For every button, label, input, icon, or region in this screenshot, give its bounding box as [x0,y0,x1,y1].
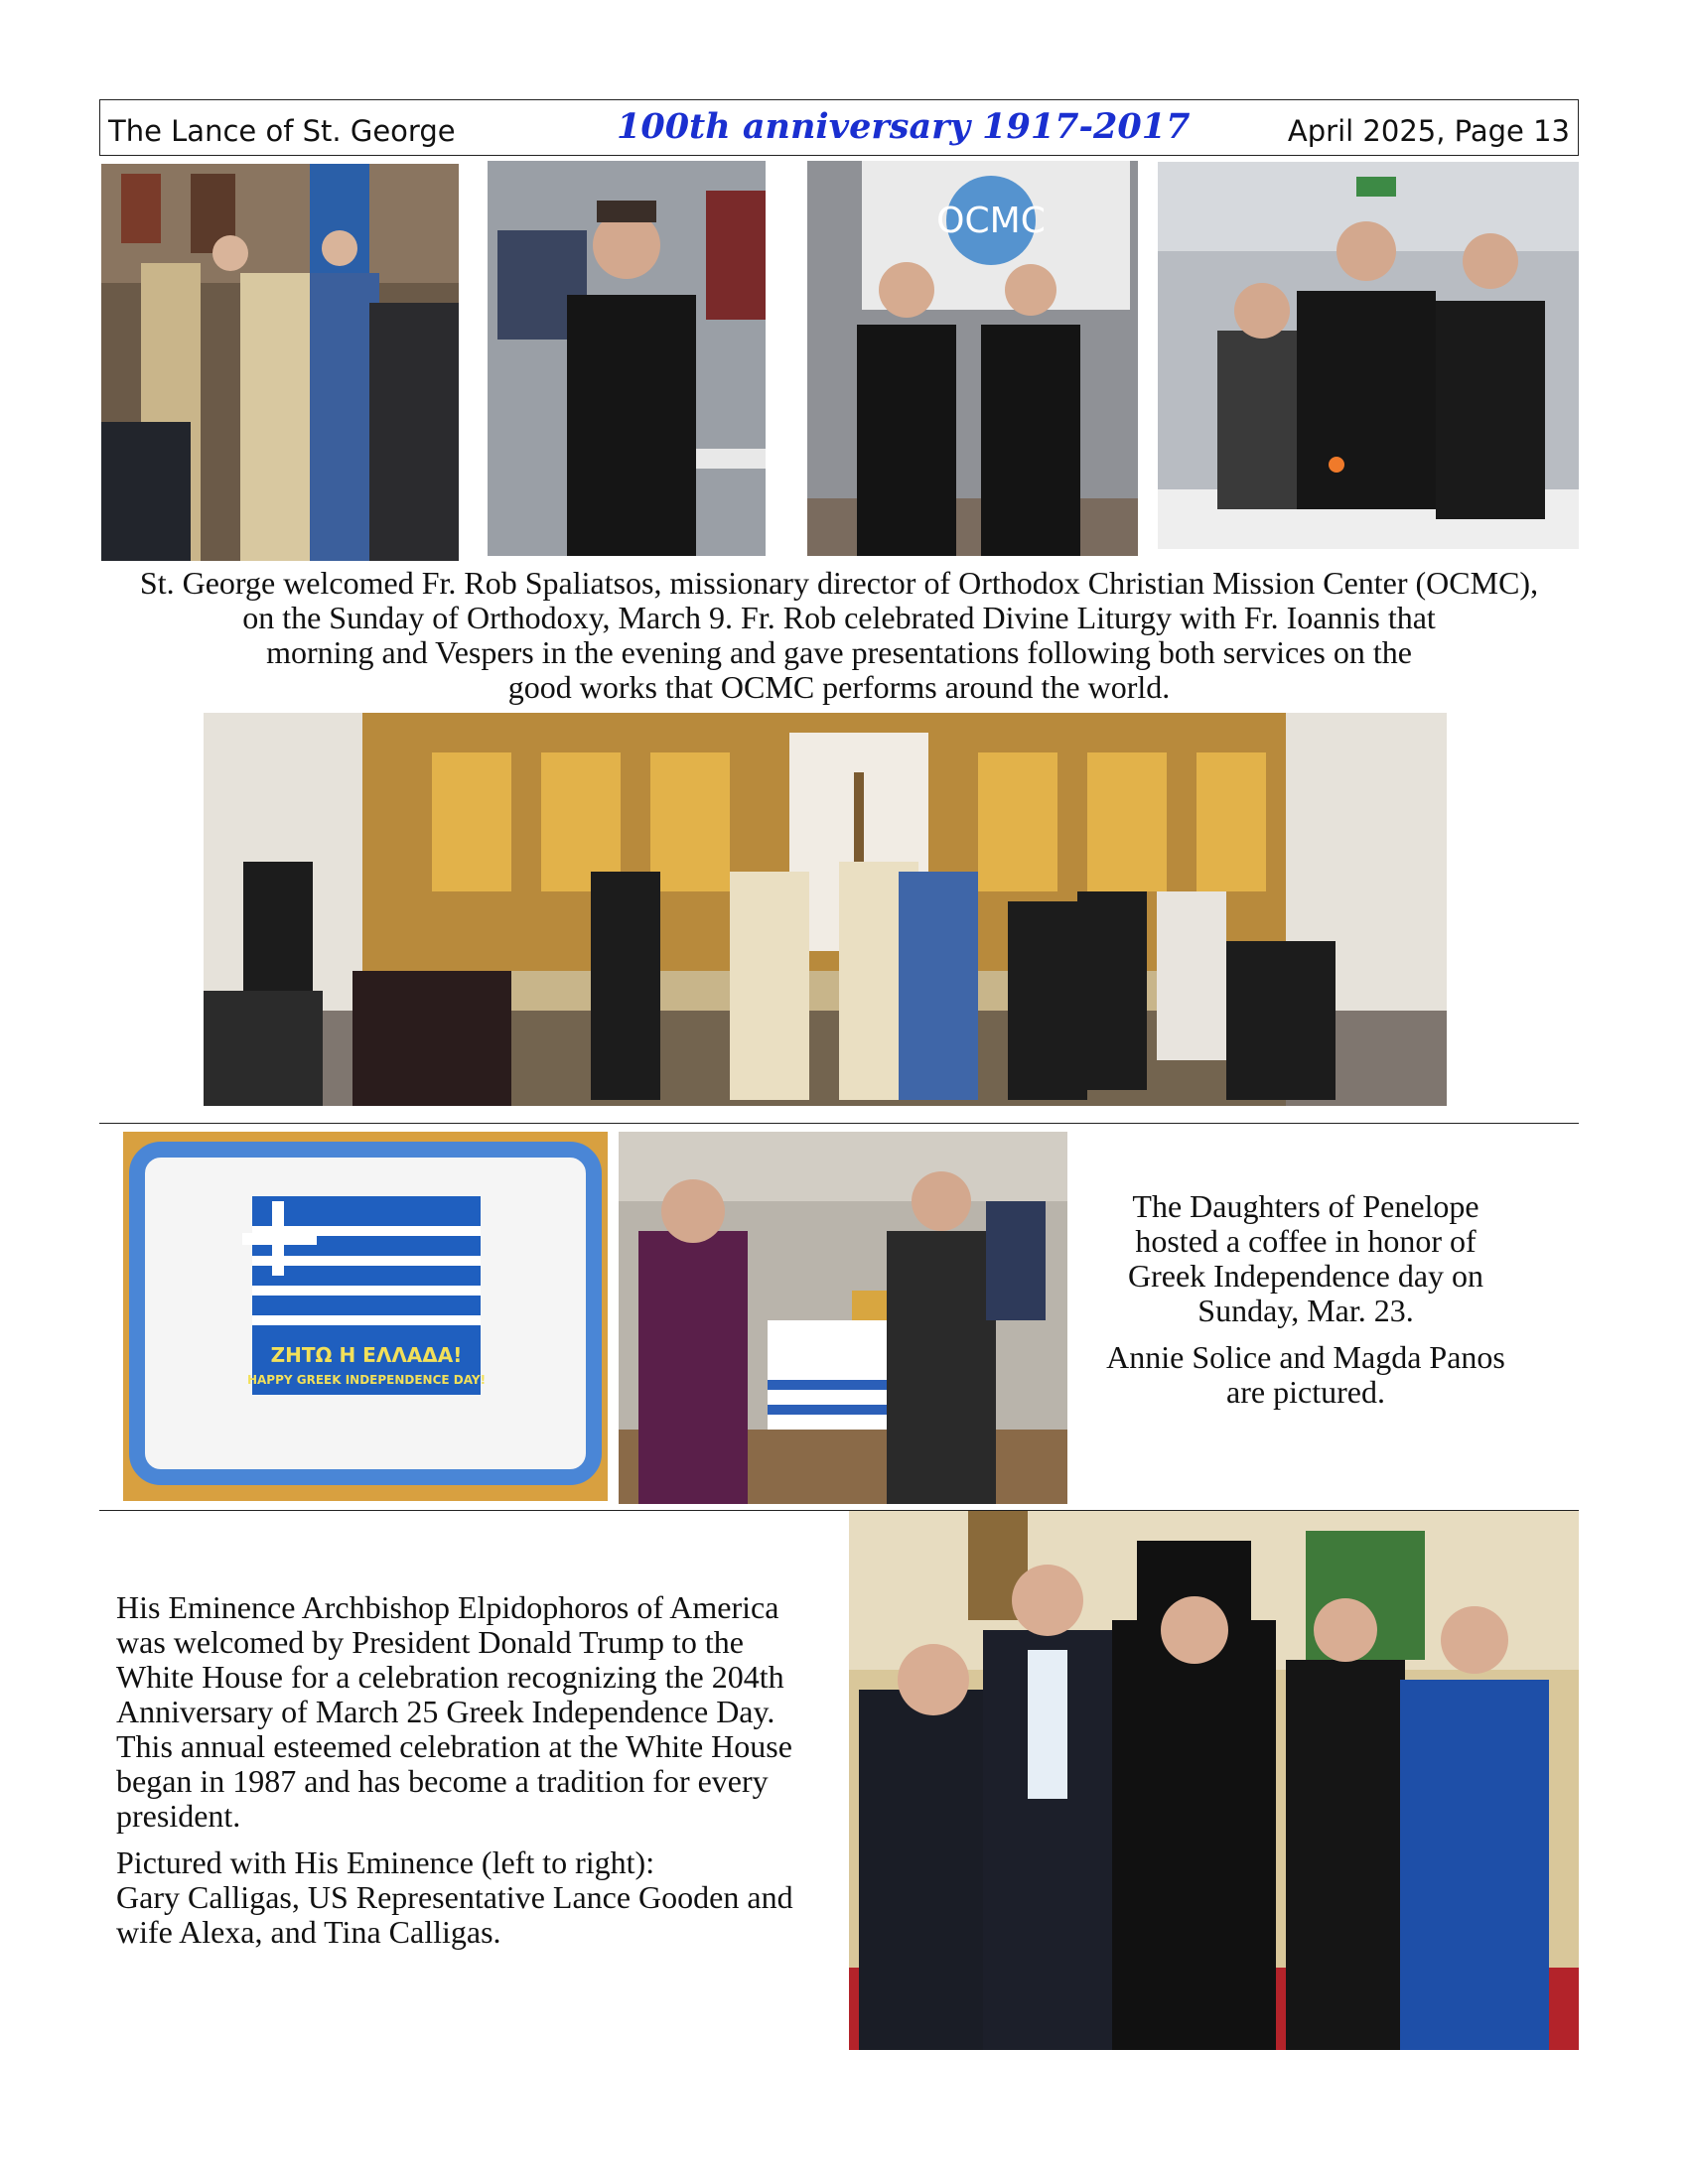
caption-line: The Daughters of Penelope [1132,1188,1479,1224]
caption-line: St. George welcomed Fr. Rob Spaliatsos, missionary director of Orthodox Christian Mission Center (OCMC), [139,565,1539,601]
page-header [99,99,1579,156]
caption-line: morning and Vespers in the evening and gave presentations following both services on the [266,634,1412,670]
caption-line: wife Alexa, and Tina Calligas. [116,1914,501,1950]
photo-fellowship-conversation [1158,162,1579,549]
caption-line: Greek Independence day on [1127,1258,1484,1294]
caption-line: Sunday, Mar. 23. [1197,1293,1414,1328]
caption-line: began in 1987 and has become a tradition for every [116,1763,769,1799]
photo-liturgy-procession [101,164,459,561]
photo-white-house-group [849,1511,1579,2050]
caption-line: Gary Calligas, US Representative Lance Gooden and [116,1879,793,1915]
photo-fr-rob-speaking [488,161,766,556]
caption-line: This annual esteemed celebration at the White House [116,1728,792,1764]
caption-line: are pictured. [1226,1374,1385,1410]
publication-title: The Lance of St. George [108,114,456,148]
photo-iconostasis-group [204,713,1447,1106]
caption-line: Anniversary of March 25 Greek Independence Day. [116,1694,775,1729]
photo-two-priests-ocmc [807,161,1138,556]
daughters-of-penelope-caption [1082,1189,1529,1410]
caption-line: Pictured with His Eminence (left to right): [116,1844,655,1880]
caption-line: White House for a celebration recognizing the 204th [116,1659,784,1695]
caption-line: good works that OCMC performs around the world. [507,669,1171,705]
photo-daughters-of-penelope [619,1132,1067,1504]
issue-page-label: April 2025, Page 13 [1287,114,1570,148]
section-divider [99,1123,1579,1124]
caption-line: on the Sunday of Orthodoxy, March 9. Fr. Rob celebrated Divine Liturgy with Fr. Ioannis that [242,600,1436,635]
anniversary-banner: 100th anniversary 1917-2017 [617,106,1191,147]
caption-line: hosted a coffee in honor of [1135,1223,1477,1259]
ocmc-projection-text: OCMC [936,201,1046,241]
white-house-caption [116,1590,831,1950]
ocmc-visit-caption [99,566,1579,705]
photo-greek-flag-cake [123,1132,608,1501]
caption-line: was welcomed by President Donald Trump to the [116,1624,744,1660]
caption-line: Annie Solice and Magda Panos [1106,1339,1505,1375]
caption-line: president. [116,1798,241,1834]
caption-line: His Eminence Archbishop Elpidophoros of America [116,1589,779,1625]
cake-text-greek: ΖΗΤΩ Η ΕΛΛΑΔΑ! [270,1343,463,1367]
cake-text-english: HAPPY GREEK INDEPENDENCE DAY! [246,1373,487,1387]
